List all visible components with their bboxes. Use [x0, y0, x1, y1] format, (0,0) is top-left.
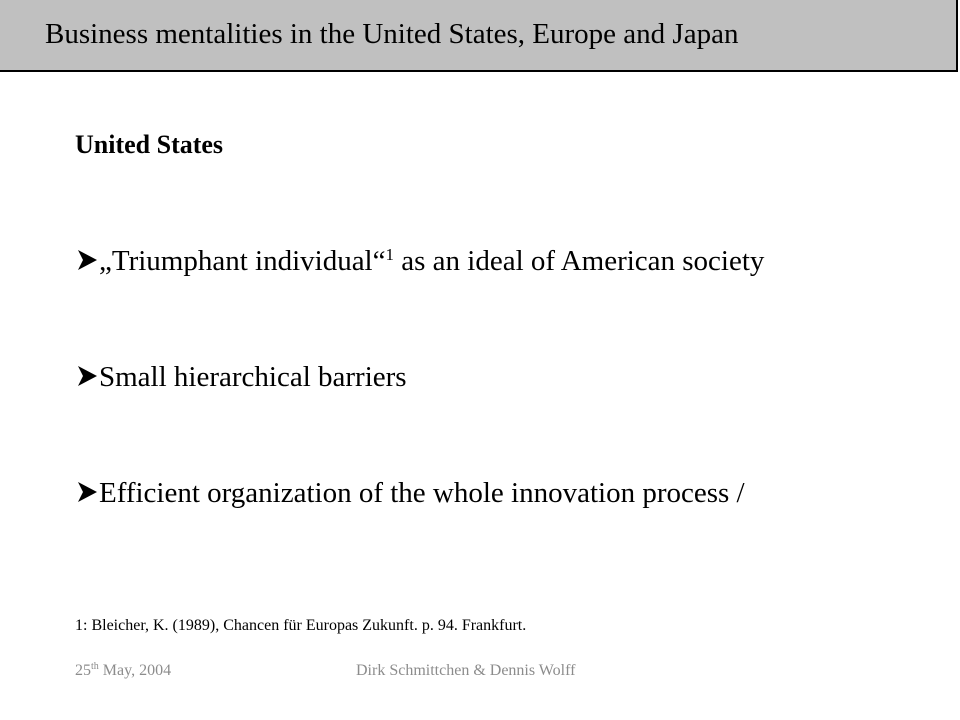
footnote: 1: Bleicher, K. (1989), Chancen für Europas Zukunft. p. 94. Frankfurt.: [75, 617, 527, 634]
bullet-item-hierarchical-barriers: [75, 359, 407, 395]
footer-authors: Dirk Schmittchen & Dennis Wolff: [356, 662, 576, 679]
bullet-item-innovation-process: [75, 475, 745, 511]
bullet-text: Small hierarchical barriers: [99, 361, 407, 393]
section-heading: United States: [75, 130, 224, 159]
bullet-text: Efficient organization of the whole innovation process /: [99, 477, 745, 509]
arrowhead-bullet-icon: [75, 248, 99, 272]
footer-date-suffix: th: [91, 661, 99, 672]
footer-date-rest: May, 2004: [98, 662, 172, 679]
arrowhead-bullet-icon: [75, 364, 99, 388]
bullet-text-continued: as an ideal of American society: [394, 245, 765, 277]
bullet-item-triumphant-individual: [75, 243, 764, 279]
slide-title: Business mentalities in the United States, Europe and Japan: [45, 18, 739, 50]
title-bar: [0, 0, 958, 72]
footer-date-day: 25: [75, 662, 91, 679]
footer-date: [75, 661, 171, 681]
footnote-reference: 1: [385, 245, 394, 264]
bullet-text: „Triumphant individual“: [99, 245, 386, 277]
arrowhead-bullet-icon: [75, 480, 99, 504]
